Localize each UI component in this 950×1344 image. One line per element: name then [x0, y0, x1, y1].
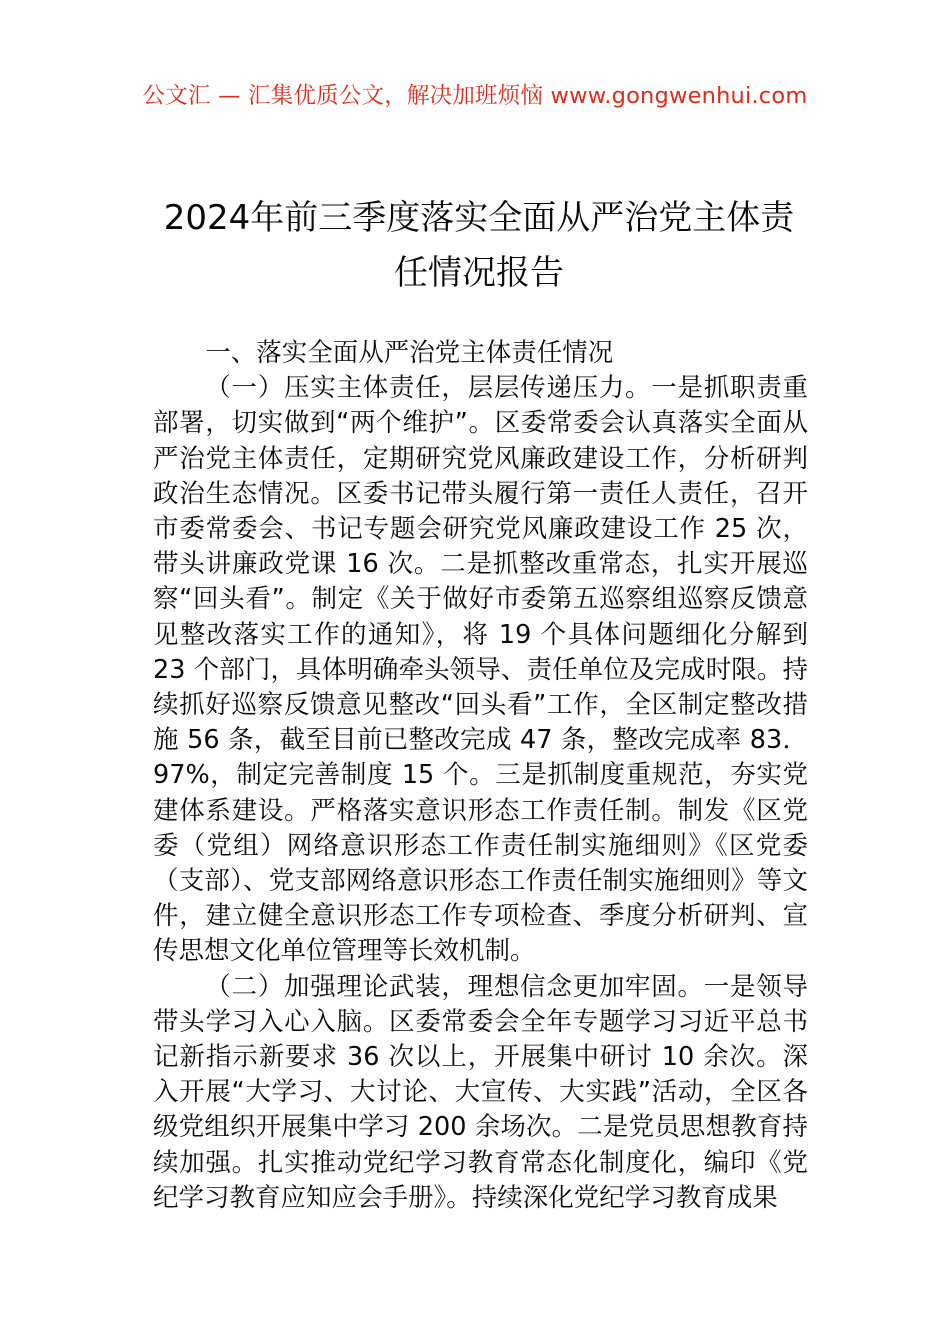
site-watermark-banner: 公文汇 — 汇集优质公文，解决加班烦恼 www.gongwenhui.com: [142, 83, 808, 109]
document-title: 2024年前三季度落实全面从严治党主体责任情况报告: [163, 197, 795, 293]
paragraph-1-2: （二）加强理论武装，理想信念更加牢固。一是领导带头学习入心入脑。区委常委会全年专题学习习近平总书记新指示新要求 36 次以上，开展集中研讨 10 余次。深入开展“大学习、大讨论、大宣传、大实践”活动，全区各级党组织开展集中学习 200 余场次。二是党员思想教育持续加强。扎实推动党纪学习教育常态化制度化，编印《党纪学习教育应知应会手册》。持续深化党纪学习教育成果: [153, 971, 808, 1213]
section-heading-1: 一、落实全面从严治党主体责任情况: [205, 338, 614, 368]
document-body: [153, 336, 808, 1216]
paragraph-1-1: （一）压实主体责任，层层传递压力。一是抓职责重部署，切实做到“两个维护”。区委常委会认真落实全面从严治党主体责任，定期研究党风廉政建设工作，分析研判政治生态情况。区委书记带头履行第一责任人责任，召开市委常委会、书记专题会研究党风廉政建设工作 25 次，带头讲廉政党课 16 次。二是抓整改重常态，扎实开展巡察“回头看”。制定《关于做好市委第五巡察组巡察反馈意见整改落实工作的通知》，将 19 个具体问题细化分解到 23 个部门，具体明确牵头领导、责任单位及完成时限。持续抓好巡察反馈意见整改“回头看”工作，全区制定整改措施 56 条，截至目前已整改完成 47 条，整改完成率 83．97%，制定完善制度 15 个。三是抓制度重规范，夯实党建体系建设。严格落实意识形态工作责任制。制发《区党委（党组）网络意识形态工作责任制实施细则》《区党委（支部）、党支部网络意识形态工作责任制实施细则》等文件，建立健全意识形态工作专项检查、季度分析研判、宣传思想文化单位管理等长效机制。: [153, 373, 808, 967]
